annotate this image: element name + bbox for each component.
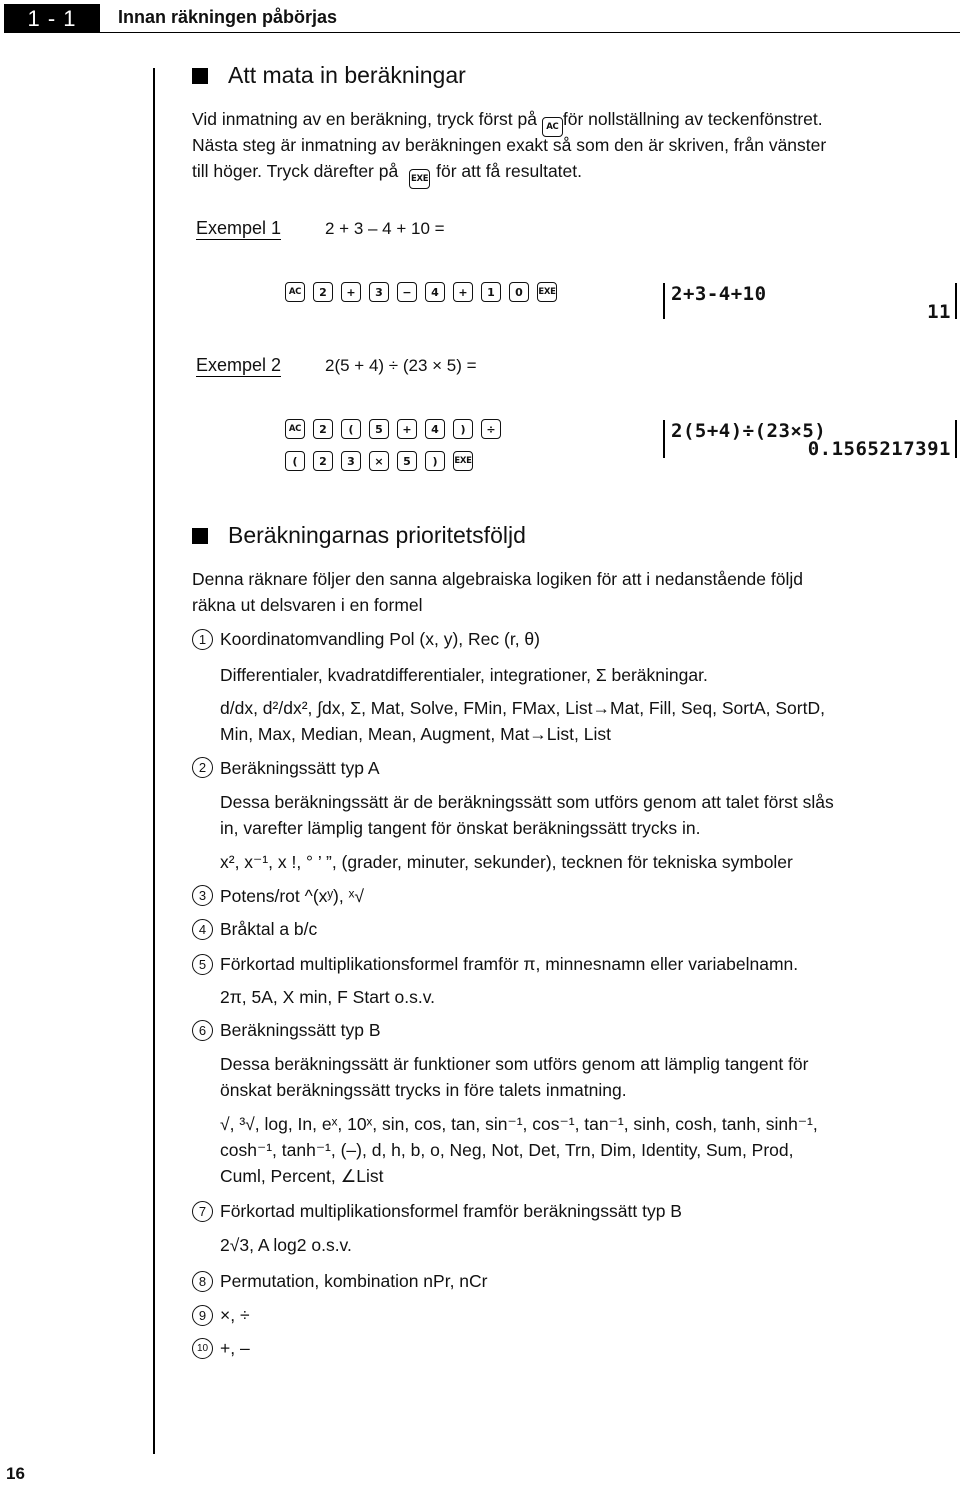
- section2-heading: Beräkningarnas prioritetsföljd: [228, 522, 526, 548]
- item5-sub1: 2π, 5A, X min, F Start o.s.v.: [220, 987, 436, 1007]
- example2-label: Exempel 2: [196, 355, 282, 375]
- item9-text: ×, ÷: [220, 1305, 250, 1325]
- calculator-key: 3: [369, 282, 389, 302]
- item3-text: Potens/rot ^(xʸ), ˣ√: [220, 886, 364, 906]
- item10-text: +, –: [220, 1338, 250, 1358]
- item8-text: Permutation, kombination nPr, nCr: [220, 1271, 488, 1291]
- item2-sub1: Dessa beräkningssätt är de beräkningssätt som utförs genom att talet först slås: [220, 792, 834, 812]
- section-title: Innan räkningen påbörjas: [118, 7, 338, 27]
- item1-text: Koordinatomvandling Pol (x, y), Rec (r, θ): [220, 629, 540, 649]
- calculator-key: −: [397, 282, 417, 302]
- section2-intro-line2: räkna ut delsvaren i en formel: [192, 595, 423, 615]
- item7-sub1: 2√3, A log2 o.s.v.: [220, 1235, 352, 1255]
- calculator-key: ×: [369, 451, 389, 471]
- example1-display: [663, 283, 957, 323]
- number-10-icon: 10: [192, 1338, 213, 1359]
- item2-text: Beräkningssätt typ A: [220, 758, 380, 778]
- number-1-icon: 1: [192, 629, 213, 650]
- calculator-key: 4: [425, 419, 445, 439]
- item6-sub2: önskat beräkningssätt trycks in före talets inmatning.: [220, 1080, 627, 1100]
- item1-sub1: Differentialer, kvadratdifferentialer, integrationer, Σ beräkningar.: [220, 665, 708, 685]
- example1-label: Exempel 1: [196, 218, 282, 238]
- section1-intro-line1: Vid inmatning av en beräkning, tryck först på AC för nollställning av teckenfönstret.: [192, 106, 823, 137]
- heading-bullet: [192, 528, 208, 544]
- calculator-key: 2: [313, 451, 333, 471]
- display-input-line: 2+3-4+10: [671, 283, 767, 305]
- number-7-icon: 7: [192, 1201, 213, 1222]
- margin-rule: [153, 68, 155, 1454]
- calculator-key: AC: [285, 282, 305, 302]
- number-2-icon: 2: [192, 757, 213, 778]
- example2-expression: 2(5 + 4) ÷ (23 × 5) =: [325, 356, 477, 375]
- section1-heading: Att mata in beräkningar: [228, 62, 466, 88]
- calculator-key: 4: [425, 282, 445, 302]
- calculator-key: 0: [509, 282, 529, 302]
- item7-text: Förkortad multiplikationsformel framför beräkningssätt typ B: [220, 1201, 682, 1221]
- number-3-icon: 3: [192, 885, 213, 906]
- item6-sub4: cosh⁻¹, tanh⁻¹, (–), d, h, b, o, Neg, Not, Det, Trn, Dim, Identity, Sum, Prod,: [220, 1140, 794, 1160]
- exe-key-icon: EXE: [409, 169, 430, 189]
- calculator-key: EXE: [537, 282, 557, 302]
- calculator-key: +: [453, 282, 473, 302]
- display-input-line: 2(5+4)÷(23×5): [671, 420, 827, 442]
- calculator-key: AC: [285, 419, 305, 439]
- item4-text: Bråktal a b/c: [220, 919, 318, 939]
- item5-text: Förkortad multiplikationsformel framför π, minnesnamn eller variabelnamn.: [220, 954, 799, 974]
- number-4-icon: 4: [192, 919, 213, 940]
- section-number: 1 - 1: [4, 4, 100, 33]
- display-result: 0.1565217391: [807, 438, 951, 460]
- page-number: 16: [6, 1464, 25, 1483]
- calculator-key: 2: [313, 419, 333, 439]
- calculator-key: +: [341, 282, 361, 302]
- calculator-key: 5: [369, 419, 389, 439]
- section1-intro-line3: till höger. Tryck därefter på EXE för att få resultatet.: [192, 158, 582, 189]
- ac-key-icon: AC: [542, 117, 563, 137]
- example2-keys-row2: [285, 450, 473, 472]
- display-result: 11: [927, 301, 951, 323]
- number-8-icon: 8: [192, 1271, 213, 1292]
- calculator-key: 5: [397, 451, 417, 471]
- item2-sub3: x², x⁻¹, x !, ° ’ ”, (grader, minuter, sekunder), tecknen för tekniska symboler: [220, 852, 793, 872]
- calculator-key: (: [285, 451, 305, 471]
- calculator-key: +: [397, 419, 417, 439]
- item6-sub3: √, ³√, log, In, eˣ, 10ˣ, sin, cos, tan, sin⁻¹, cos⁻¹, tan⁻¹, sinh, cosh, tanh, sinh⁻¹,: [220, 1114, 818, 1134]
- calculator-key: (: [341, 419, 361, 439]
- calculator-key: ): [453, 419, 473, 439]
- item6-sub5: Cuml, Percent, ∠List: [220, 1166, 384, 1186]
- calculator-key: ÷: [481, 419, 501, 439]
- example1-keys: [285, 281, 557, 303]
- item1-sub2: d/dx, d²/dx², ∫dx, Σ, Mat, Solve, FMin, FMax, List→Mat, Fill, Seq, SortA, SortD,: [220, 698, 825, 718]
- section1-intro-line2: Nästa steg är inmatning av beräkningen exakt så som den är skriven, från vänster: [192, 135, 827, 155]
- number-9-icon: 9: [192, 1305, 213, 1326]
- example1-expression: 2 + 3 – 4 + 10 =: [325, 219, 445, 238]
- example2-keys-row1: [285, 418, 501, 440]
- example2-display: [663, 420, 957, 458]
- item6-sub1: Dessa beräkningssätt är funktioner som utförs genom att lämplig tangent för: [220, 1054, 809, 1074]
- item6-text: Beräkningssätt typ B: [220, 1020, 381, 1040]
- calculator-key: 1: [481, 282, 501, 302]
- header-rule: [100, 32, 960, 33]
- calculator-key: 2: [313, 282, 333, 302]
- heading-bullet: [192, 68, 208, 84]
- calculator-key: ): [425, 451, 445, 471]
- calculator-key: EXE: [453, 451, 473, 471]
- item2-sub2: in, varefter lämplig tangent för önskat beräkningssätt trycks in.: [220, 818, 701, 838]
- calculator-key: 3: [341, 451, 361, 471]
- number-6-icon: 6: [192, 1020, 213, 1041]
- section2-intro-line1: Denna räknare följer den sanna algebraiska logiken för att i nedanstående följd: [192, 569, 803, 589]
- number-5-icon: 5: [192, 954, 213, 975]
- item1-sub3: Min, Max, Median, Mean, Augment, Mat→List, List: [220, 724, 611, 744]
